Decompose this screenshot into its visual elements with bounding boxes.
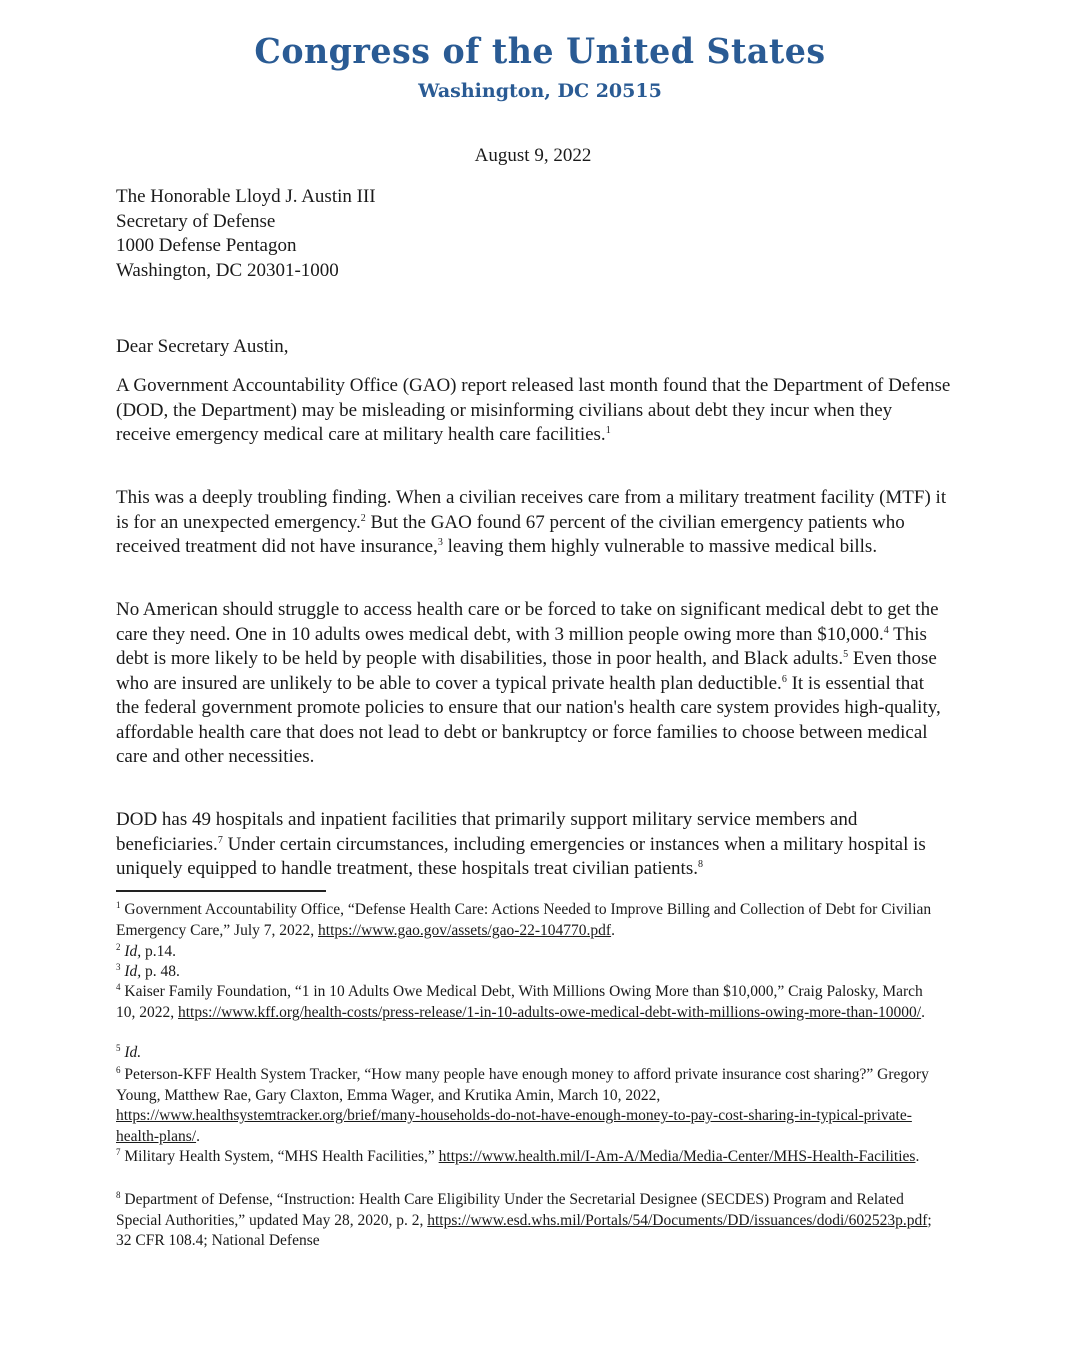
footnote [116,962,946,983]
footnote-text: Peterson-KFF Health System Tracker, “How many people have enough money to afford private insurance cost sharing?” Gregory Young, Matthew Rae, Gary Claxton, Emma Wager, and Krutika Amin, March 10, 2022, [116,1066,929,1104]
footnote-number: 3 [116,962,121,972]
footnote-number: 1 [116,900,121,910]
footnote-marker: 7 [217,834,223,846]
body-paragraph [116,808,951,882]
footnote-link[interactable]: https://www.gao.gov/assets/gao-22-104770.pdf [318,921,612,939]
footnote-number: 8 [116,1190,121,1200]
footnote-marker: 4 [883,624,889,636]
footnote-text: Department of Defense, “Instruction: Health Care Eligibility Under the Secretarial Designee (SECDES) Program and Related Special Authorities,” updated May 28, 2020, p. 2, [116,1191,904,1229]
footnote [116,1190,946,1252]
footnote-text: ; 32 CFR 108.4; National Defense [116,1211,932,1250]
paragraph-text: Under certain circumstances, including emergencies or instances when a military hospital is uniquely equipped to handle treatment, these hospitals treat civilian patients. [116,833,926,879]
footnote-text: Government Accountability Office, “Defense Health Care: Actions Needed to Improve Billing and Collection of Debt for Civilian Emergency Care,” July 7, 2022, [116,901,932,939]
footnote-id: Id. [124,1044,142,1061]
footnote-marker: 1 [605,425,611,436]
paragraph-text: A Government Accountability Office (GAO) report released last month found that the Department of Defense (DOD, the Department) may be misleading or misinforming civilians about debt they incur when they receive emergency medical care at military health care facilities. [116,375,951,445]
footnote-text: p. 48. [141,963,180,980]
body-paragraph [116,598,951,770]
letterhead-title: Congress of the United States [254,31,826,72]
paragraph-text: It is essential that the federal government promote policies to ensure that our nation's health care system provides high-quality, affordable health care that does not lead to debt or bankruptcy or force families to choose between medical care and other necessities. [116,672,941,767]
recipient-title: Secretary of Defense [116,210,276,232]
letterhead [0,30,1080,106]
recipient-city: Washington, DC 20301-1000 [116,259,339,281]
salutation: Dear Secretary Austin, [116,336,289,357]
footnote-marker: 5 [843,649,849,660]
footnote-text: p.14. [141,943,177,960]
footnote-number: 7 [116,1147,121,1157]
footnote-marker: 8 [697,859,703,870]
footnote [116,1043,946,1064]
footnote-marker: 3 [437,537,443,548]
footnote [116,900,946,941]
footnote-text: . [921,1003,925,1021]
recipient-address [116,185,956,283]
footnote-number: 5 [116,1043,121,1053]
recipient-street: 1000 Defense Pentagon [116,235,297,256]
paragraph-text: But the GAO found 67 percent of the civilian emergency patients who received treatment did not have insurance, [116,511,905,557]
body-paragraph [116,374,951,448]
footnote [116,942,946,963]
paragraph-text: This debt is more likely to be held by people with disabilities, those in poor health, and Black adults. [116,623,927,669]
footnote-link[interactable]: https://www.esd.whs.mil/Portals/54/Documents/DD/issuances/dodi/602523p.pdf [427,1211,928,1229]
footnote-id: Id, [124,963,142,980]
footnote-text: Kaiser Family Foundation, “1 in 10 Adults Owe Medical Debt, With Millions Owing More than $10,000,” Craig Palosky, March 10, 2022, [116,983,923,1021]
recipient-name: The Honorable Lloyd J. Austin III [116,186,376,207]
footnote-marker: 6 [781,673,787,685]
footnote-link[interactable]: https://www.kff.org/health-costs/press-release/1-in-10-adults-owe-medical-debt-with-millions-owing-more-than-10000/ [178,1003,922,1021]
letter-date: August 9, 2022 [474,145,592,166]
paragraph-text: This was a deeply troubling finding. When a civilian receives care from a military treatment facility (MTF) it is for an unexpected emergency. [116,487,947,533]
paragraph-text: Even those who are insured are unlikely to be able to cover a typical private health plan deductible. [116,648,937,694]
body-paragraph [116,486,951,560]
footnote-text: . [915,1148,920,1165]
footnote-id: Id, [124,943,142,960]
footnote [116,1147,946,1168]
footnote-number: 4 [116,982,121,992]
footnote-text: . [196,1127,200,1145]
paragraph-text: DOD has 49 hospitals and inpatient facilities that primarily support military service members and beneficiaries. [116,809,858,855]
letterhead-subtitle: Washington, DC 20515 [418,80,662,102]
paragraph-text: leaving them highly vulnerable to massive medical bills. [442,536,878,557]
footnote [116,982,946,1023]
footnote-link[interactable]: https://www.health.mil/I-Am-A/Media/Media-Center/MHS-Health-Facilities [438,1148,916,1165]
footnote-number: 2 [116,942,121,952]
footnote-text: . [611,921,615,939]
footnote-divider [116,890,326,892]
footnote [116,1065,946,1147]
footnote-link[interactable]: https://www.healthsystemtracker.org/brief/many-households-do-not-have-enough-money-to-pay-cost-sharing-in-typical-private-health-plans/ [116,1107,912,1145]
footnote-number: 6 [116,1065,121,1075]
footnote-marker: 2 [360,512,366,524]
paragraph-text: No American should struggle to access health care or be forced to take on significant medical debt to get the care they need. One in 10 adults owes medical debt, with 3 million people owing more than $10,000. [116,599,939,645]
footnote-text: Military Health System, “MHS Health Facilities,” [124,1148,439,1165]
